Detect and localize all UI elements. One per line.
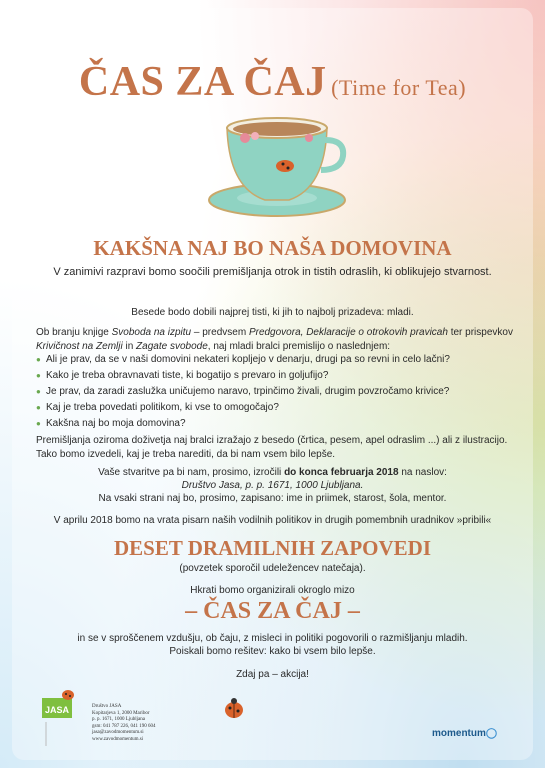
para1-text-5: , naj mladi bralci premislijo o naslednjem: [207, 341, 391, 352]
question-item: ● Ali je prav, da se v naši domovini nekateri kopljejo v denarju, drugi pa so revni in celo lačni? [36, 352, 516, 368]
intro-text: V zanimivi razpravi bomo soočili premišljanja otrok in tistih odraslih, ki oblikujejo stvarnost. [53, 266, 492, 278]
question-item: ● Kaj je treba povedati politikom, ki vse to omogočajo? [36, 400, 516, 416]
submit-deadline: do konca februarja 2018 [284, 467, 399, 478]
para1-text-3: ter prispevkov [447, 327, 513, 338]
book-title-2: Predgovora, Deklaracije o otrokovih pravicah [248, 327, 448, 338]
footer-address-2: p. p. 1671, 1000 Ljubljana [92, 717, 145, 722]
question-item: ● Kako je treba obravnavati tiste, ki bogatijo s prevaro in goljufijo? [36, 368, 516, 384]
submission-line [0, 466, 545, 479]
teacup-illustration [205, 108, 350, 223]
para1-text-4: in [122, 341, 137, 352]
footer-org: Društvo JASA [92, 704, 122, 709]
title-sub: (Time for Tea) [331, 75, 467, 100]
submit-pre: Vaše stvaritve pa bi nam, prosimo, izročili [98, 467, 285, 478]
footer-email: jasa@zavodmomentum.si [92, 730, 144, 735]
submit-address [0, 479, 545, 492]
book-paragraph [36, 326, 516, 354]
jasa-logo-text: JASA [44, 705, 70, 715]
event-desc-1: in se v sproščenem vzdušju, ob čaju, z misleci in politiki pogovorili o razmišljanju mladih. [77, 633, 468, 644]
question-item: ● Je prav, da zaradi zaslužka uničujemo naravo, trpinčimo živali, drugim povzročamo krivice? [36, 384, 516, 400]
expression-paragraph [36, 434, 516, 462]
ladybug-icon [220, 696, 248, 722]
closing-line: Zdaj pa – akcija! [236, 669, 309, 680]
momentum-swirl-icon: ◯ [485, 728, 498, 739]
commandments-heading: DESET DRAMILNIH ZAPOVEDI [114, 536, 431, 560]
para1-text-2: – predvsem [191, 327, 249, 338]
subtitle: KAKŠNA NAJ BO NAŠA DOMOVINA [93, 236, 452, 260]
roundtable-line: Hkrati bomo organizirali okroglo mizo [190, 585, 355, 596]
momentum-logo [432, 728, 497, 739]
para3: Tako bomo izvedeli, kaj je treba narediti, da bi nam vsem bilo lepše. [36, 449, 336, 460]
april-line: V aprilu 2018 bomo na vrata pisarn naših vodilnih politikov in drugih pomembnih uradnikov »pribili« [53, 515, 492, 526]
book-title-3: Krivičnost na Zemlji [36, 341, 123, 352]
para2: Premišljanja oziroma doživetja naj bralci izražajo z besedo (črtica, pesem, apel odraslim ...) ali z ilustracijo. [36, 435, 508, 446]
momentum-logo-text: momentum [432, 728, 486, 739]
question-item: ● Kakšna naj bo moja domovina? [36, 416, 516, 432]
footer-phone: gsm: 041 787 226, 041 190 604 [92, 723, 156, 729]
book-title-1: Svoboda na izpitu [111, 327, 192, 338]
submit-note: Na vsaki strani naj bo, prosimo, zapisano: ime in priimek, starost, šola, mentor. [98, 493, 447, 504]
page-title [0, 58, 545, 106]
event-title: – ČAS ZA ČAJ – [185, 598, 360, 624]
question-list [36, 352, 516, 432]
event-desc-2: Poiskali bomo rešitev: kako bi vsem bilo lepše. [169, 646, 376, 657]
submit-post: na naslov: [398, 467, 447, 478]
footer-contact [92, 704, 155, 743]
footer-web: www.zavodmomentum.si [92, 736, 144, 742]
jasa-logo [38, 688, 80, 748]
para1-text-1: Ob branju knjige [36, 327, 112, 338]
title-main: ČAS ZA ČAJ [78, 59, 327, 105]
address-text: Društvo Jasa, p. p. 1671, 1000 Ljubljana. [181, 480, 364, 491]
line-mladi: Besede bodo dobili najprej tisti, ki jih to najbolj prizadeva: mladi. [131, 307, 414, 318]
commandments-note: (povzetek sporočil udeležencev natečaja). [179, 563, 366, 574]
book-title-4: Zagate svobode [136, 341, 208, 352]
footer-address-1: Kopitarjeva 1, 2000 Maribor [92, 710, 150, 716]
